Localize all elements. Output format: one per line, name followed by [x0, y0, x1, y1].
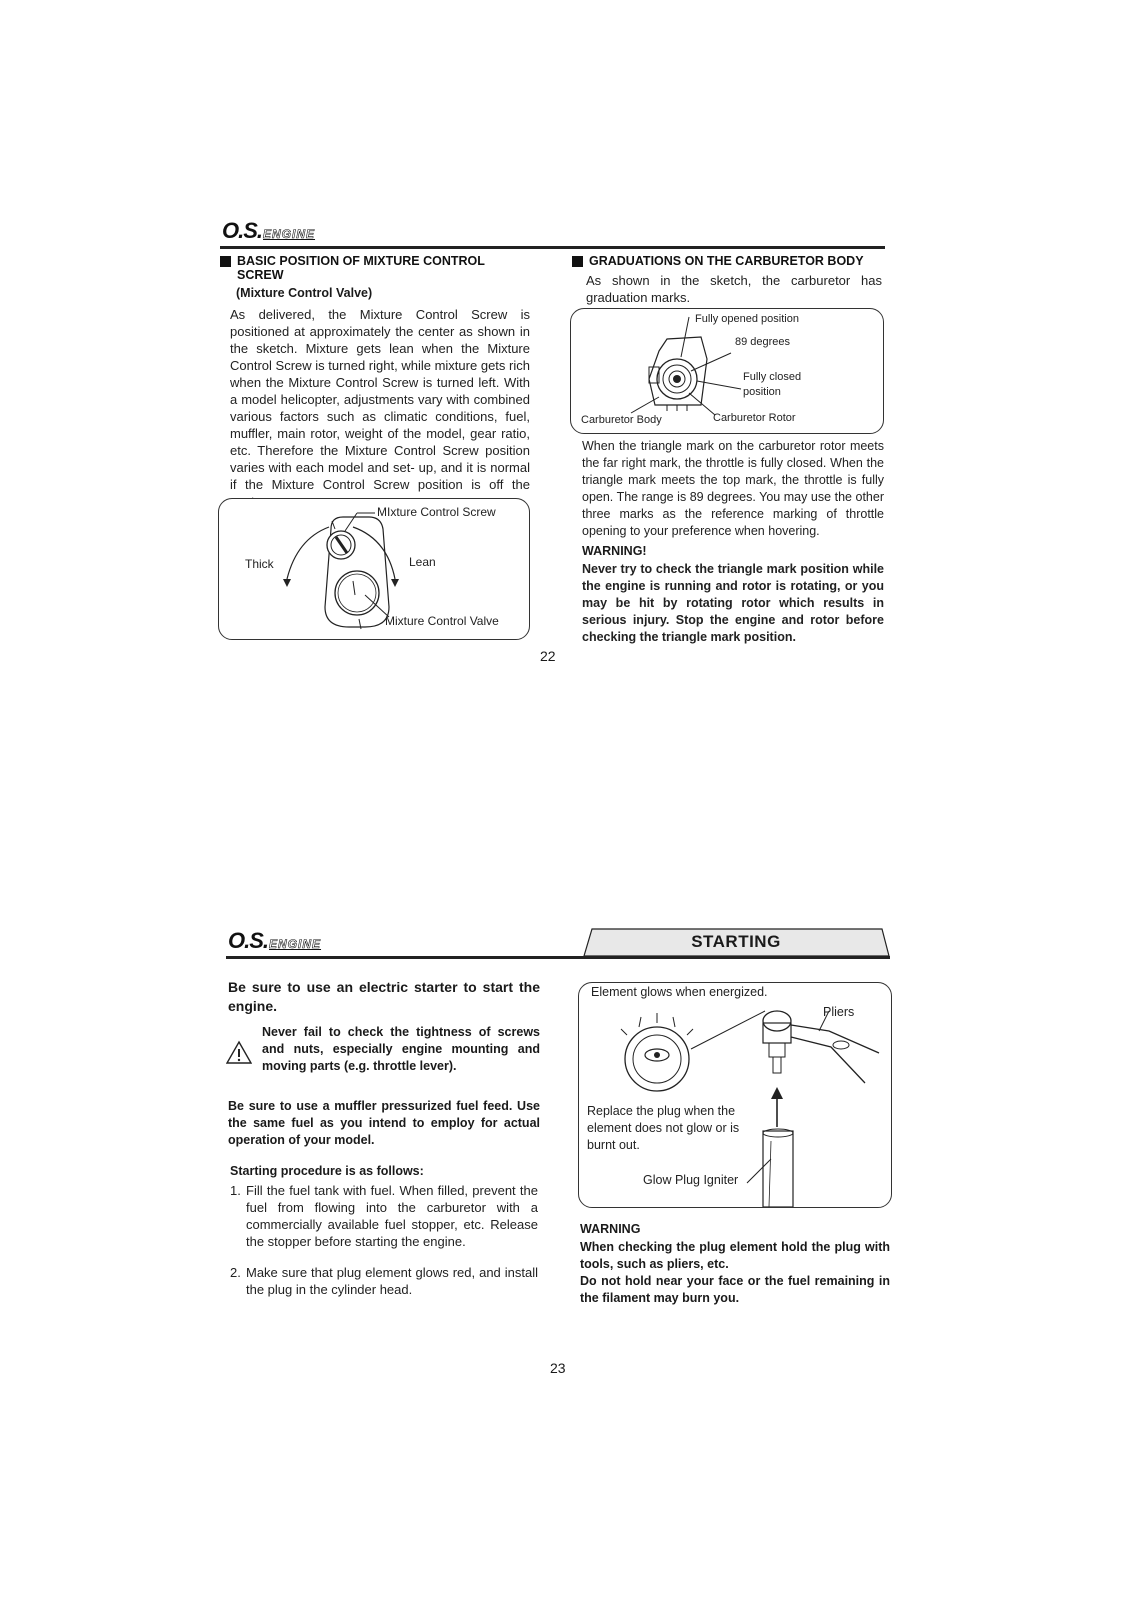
logo-os-text: O.S. [222, 218, 263, 243]
list-item [230, 1182, 538, 1250]
graduations-heading: GRADUATIONS ON THE CARBURETOR BODY [589, 254, 864, 268]
caution-block [226, 1024, 540, 1078]
warning-title: WARNING! [582, 544, 647, 558]
warning-title-23: WARNING [580, 1222, 641, 1236]
section-heading [220, 254, 530, 282]
graduations-body: When the triangle mark on the carburetor rotor meets the far right mark, the throttle is fully closed. When the triangle mark meets the top mark, the throttle is fully open. The range is 89 degrees. You may use the other three marks as the reference marking of throttle opening to your preference when hovering. [582, 439, 884, 538]
starting-title: STARTING [691, 932, 781, 951]
mixture-figure [218, 498, 530, 640]
mixture-subheading: (Mixture Control Valve) [236, 286, 373, 300]
os-engine-logo-23 [228, 928, 321, 954]
warning-line2: Do not hold near your face or the fuel remaining in the filament may burn you. [580, 1274, 890, 1305]
muffler-note: Be sure to use a muffler pressurized fuel feed. Use the same fuel as you intend to employ for actual operation of your model. [228, 1099, 540, 1147]
starting-lead: Be sure to use an electric starter to start the engine. [228, 979, 540, 1014]
glow-label: Element glows when energized. [591, 985, 768, 999]
carburetor-rotor-label: Carburetor Rotor [713, 412, 796, 424]
thick-label: Thick [245, 557, 274, 571]
header-rule [220, 246, 885, 249]
graduations-section [572, 254, 884, 306]
mixture-body: As delivered, the Mixture Control Screw is positioned at approximately the center as shown in the sketch. Mixture gets lean when the Mixture Control Screw is turned right, while mixture gets rich when the Mixture Control Screw is turned left. With a model helicopter, adjustments vary with combined various factors such as climatic conditions, fuel, muffler, main rotor, weight of the model, gear ratio, etc. Therefore the Mixture Control Screw position varies with each model and set- up, and it is normal if the Mixture Control Screw position is off the [230, 307, 530, 492]
warning-text: Never try to check the triangle mark position while the engine is running and rotor is rotating, or you may be hit by rotating rotor which results in serious injury. Stop the engine and rotor before checking the triangle mark position. [582, 562, 884, 644]
lean-label: Lean [409, 555, 436, 569]
fully-opened-label: Fully opened position [695, 313, 799, 325]
os-engine-logo [222, 218, 315, 244]
warning-triangle-icon [226, 1040, 252, 1064]
mixture-heading: BASIC POSITION OF MIXTURE CONTROL SCREW [237, 254, 485, 282]
degrees-label: 89 degrees [735, 336, 791, 348]
step-number: 1. [230, 1183, 241, 1198]
step-number: 2. [230, 1265, 241, 1280]
igniter-label: Glow Plug Igniter [643, 1173, 739, 1187]
logo-os-text: O.S. [228, 928, 269, 953]
pliers-label: Pliers [823, 1005, 855, 1019]
bullet-square-icon [220, 256, 231, 267]
starting-tab [582, 928, 890, 957]
section-heading [572, 254, 884, 268]
mixture-section [220, 254, 530, 510]
page-number-22: 22 [540, 648, 556, 664]
warning-line1: When checking the plug element hold the plug with tools, such as pliers, etc. [580, 1240, 890, 1271]
list-item [230, 1264, 538, 1298]
page-number-23: 23 [550, 1360, 566, 1376]
logo-engine-text: ENGINE [269, 937, 322, 951]
carburetor-body-label: Carburetor Body [581, 414, 662, 426]
step-text: Make sure that plug element glows red, and install the plug in the cylinder head. [246, 1265, 538, 1297]
fully-closed-label-2: position [743, 386, 781, 398]
graduations-intro: As shown in the sketch, the carburetor has graduation marks. [586, 273, 882, 305]
carburetor-figure [570, 308, 884, 434]
replace-label: Replace the plug when the element does not glow or is burnt out. [587, 1104, 740, 1152]
logo-engine-text: ENGINE [263, 227, 316, 241]
glow-plug-figure [578, 982, 892, 1208]
fully-closed-label: Fully closed [743, 371, 802, 383]
steps-list [230, 1182, 538, 1312]
step-text: Fill the fuel tank with fuel. When filled, prevent the fuel from flowing into the carburetor with a commercially available fuel stopper, etc. Release the stopper before starting the engine. [246, 1183, 538, 1249]
bullet-square-icon [572, 256, 583, 267]
valve-label: Mixture Control Valve [385, 614, 499, 628]
caution-text: Never fail to check the tightness of screws and nuts, especially engine mounting and moving parts (e.g. throttle lever). [262, 1025, 540, 1073]
screw-label: MIxture Control Screw [377, 505, 496, 519]
procedure-title: Starting procedure is as follows: [230, 1164, 424, 1178]
